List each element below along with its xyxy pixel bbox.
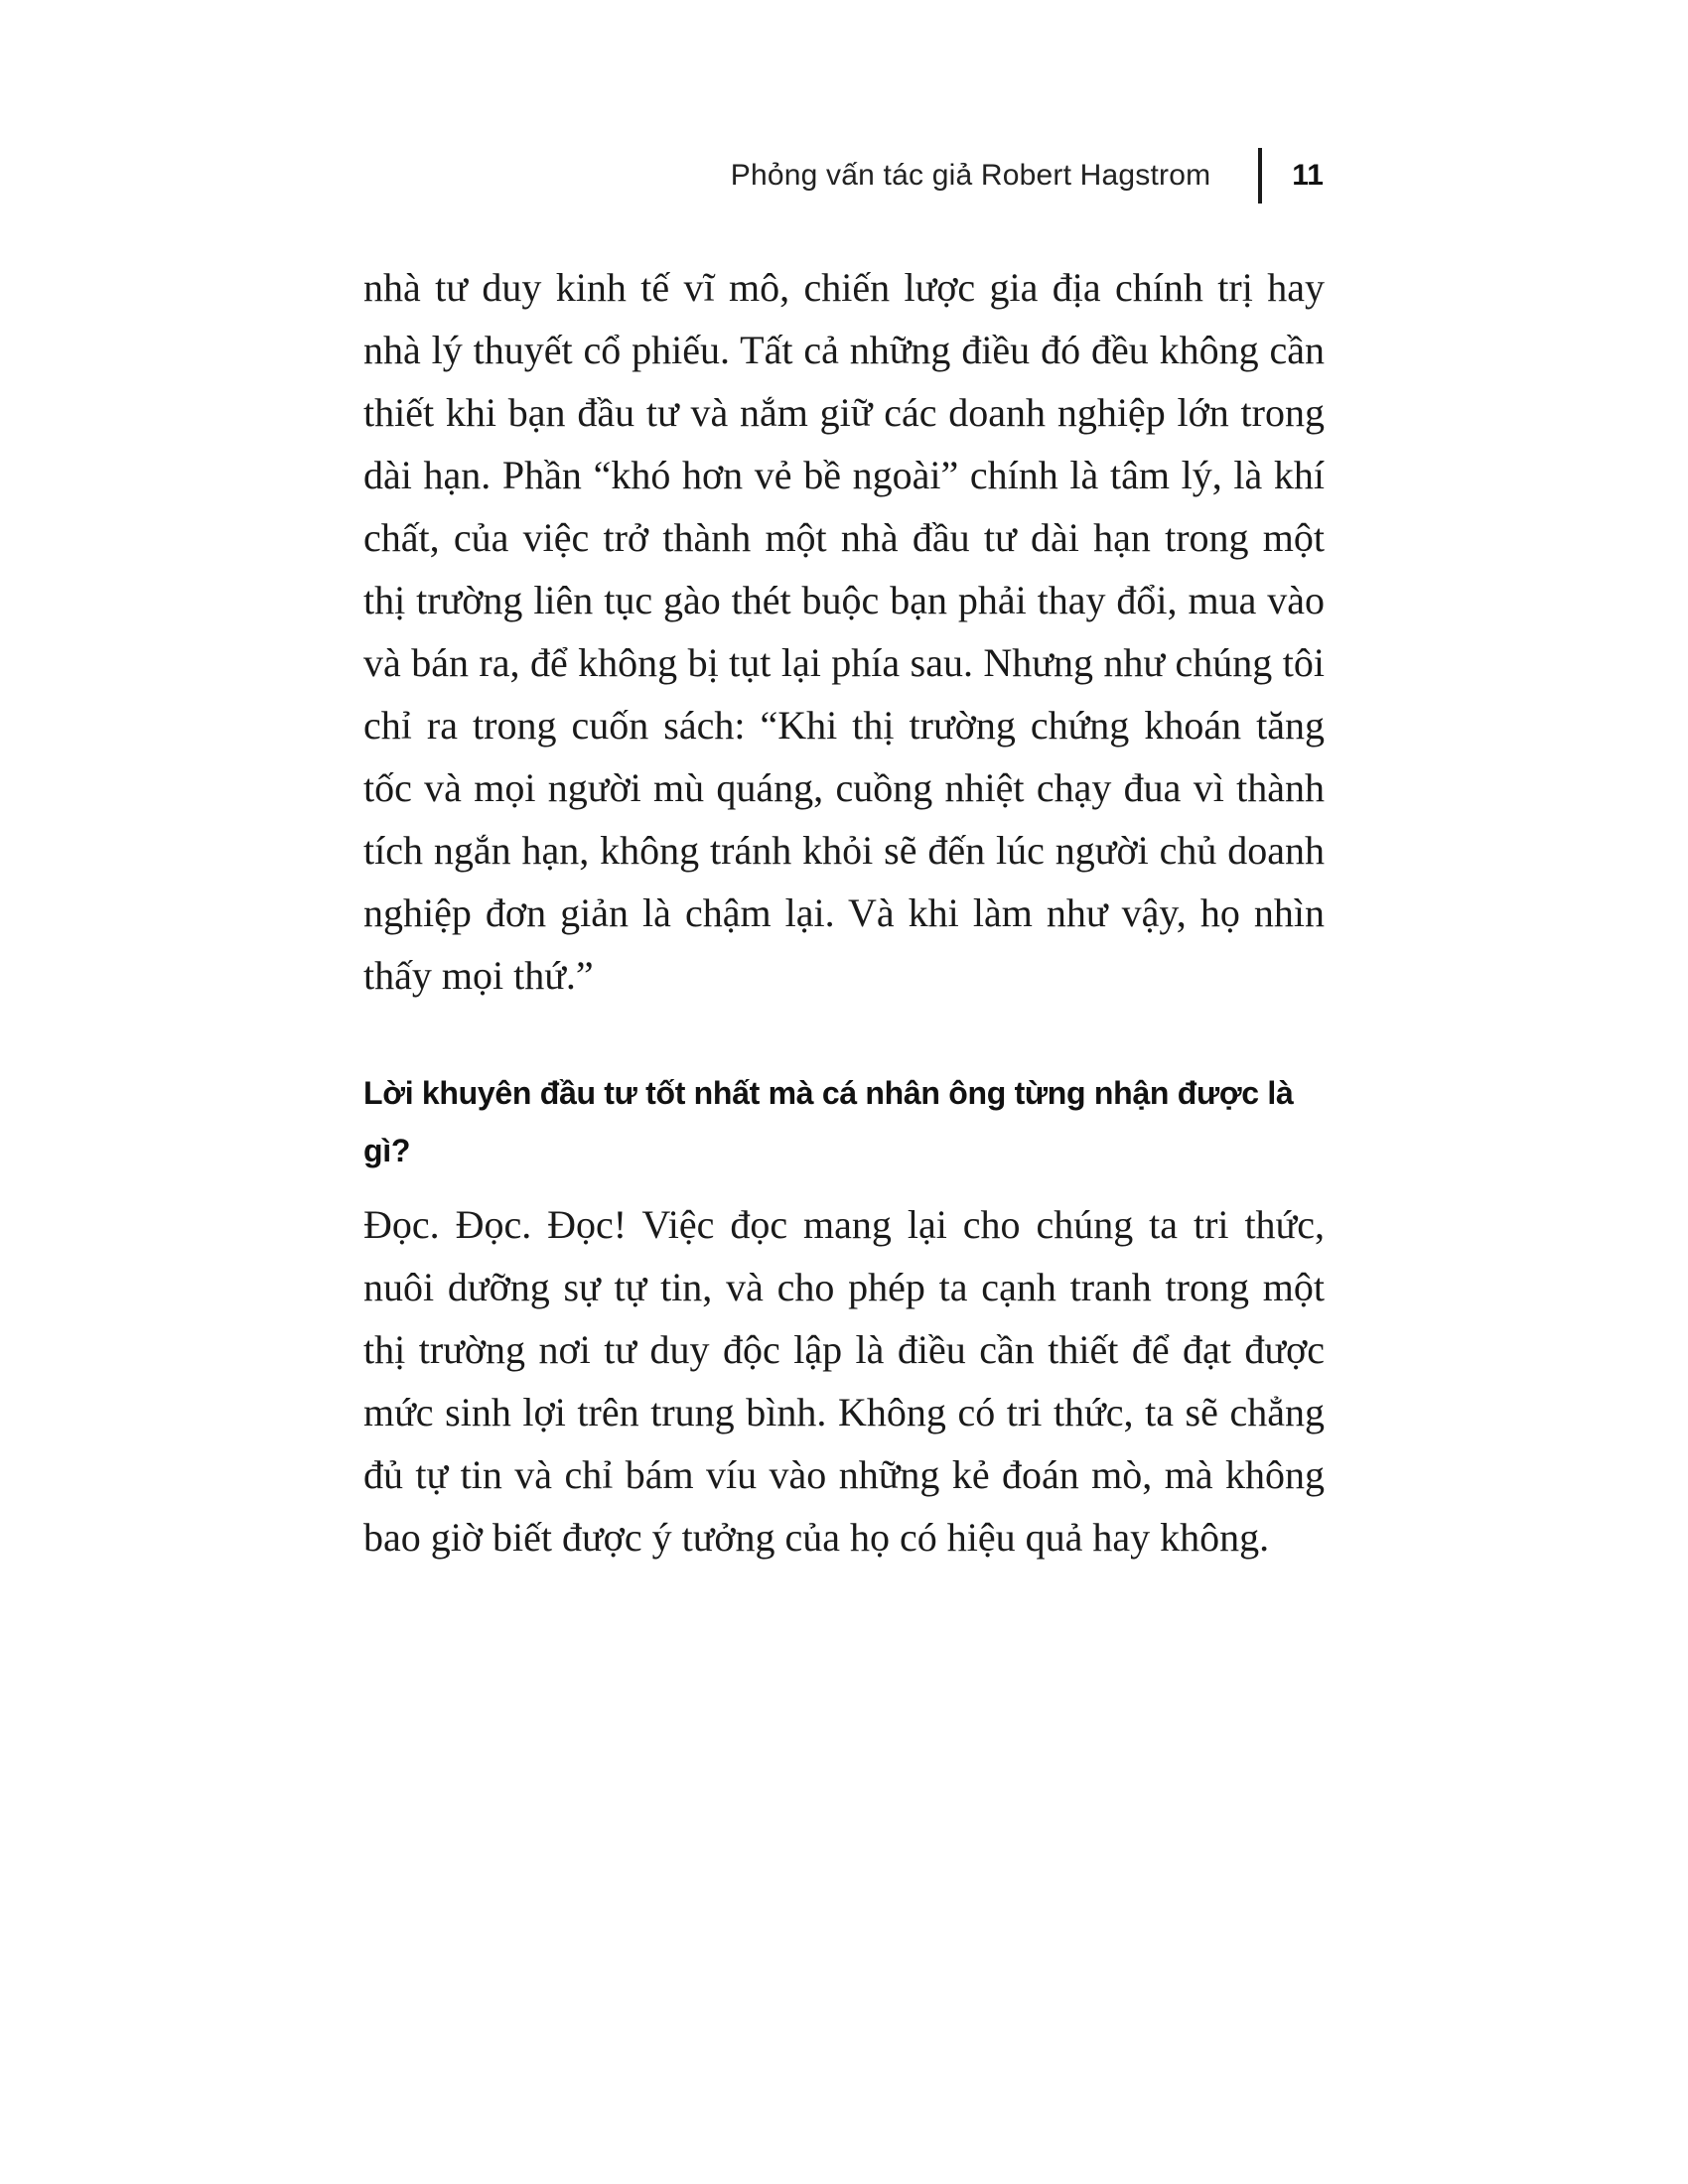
header-divider [1258, 148, 1262, 204]
answer-paragraph: Đọc. Đọc. Đọc! Việc đọc mang lại cho chúng ta tri thức, nuôi dưỡng sự tự tin, và cho phép ta cạnh tranh trong một thị trường nơi tư duy độc lập là điều cần thiết để đạt được mức sinh lợi trên trung bình. Không có tri thức, ta sẽ chẳng đủ tự tin và chỉ bám víu vào những kẻ đoán mò, mà không bao giờ biết được ý tưởng của họ có hiệu quả hay không. [363, 1202, 1325, 1560]
page-number: 11 [1292, 159, 1324, 192]
running-header [731, 147, 1324, 205]
interview-question: Lời khuyên đầu tư tốt nhất mà cá nhân ông từng nhận được là gì? [363, 1075, 1294, 1168]
page-body [363, 256, 1325, 1569]
body-paragraph: nhà tư duy kinh tế vĩ mô, chiến lược gia địa chính trị hay nhà lý thuyết cổ phiếu. Tất cả những điều đó đều không cần thiết khi bạn đầu tư và nắm giữ các doanh nghiệp lớn trong dài hạn. Phần “khó hơn vẻ bề ngoài” chính là tâm lý, là khí chất, của việc trở thành một nhà đầu tư dài hạn trong một thị trường liên tục gào thét buộc bạn phải thay đổi, mua vào và bán ra, để không bị tụt lại phía sau. Nhưng như chúng tôi chỉ ra trong cuốn sách: “Khi thị trường chứng khoán tăng tốc và mọi người mù quáng, cuồng nhiệt chạy đua vì thành tích ngắn hạn, không tránh khỏi sẽ đến lúc người chủ doanh nghiệp đơn giản là chậm lại. Và khi làm như vậy, họ nhìn thấy mọi thứ.” [363, 265, 1325, 998]
running-header-title: Phỏng vấn tác giả Robert Hagstrom [730, 159, 1211, 192]
